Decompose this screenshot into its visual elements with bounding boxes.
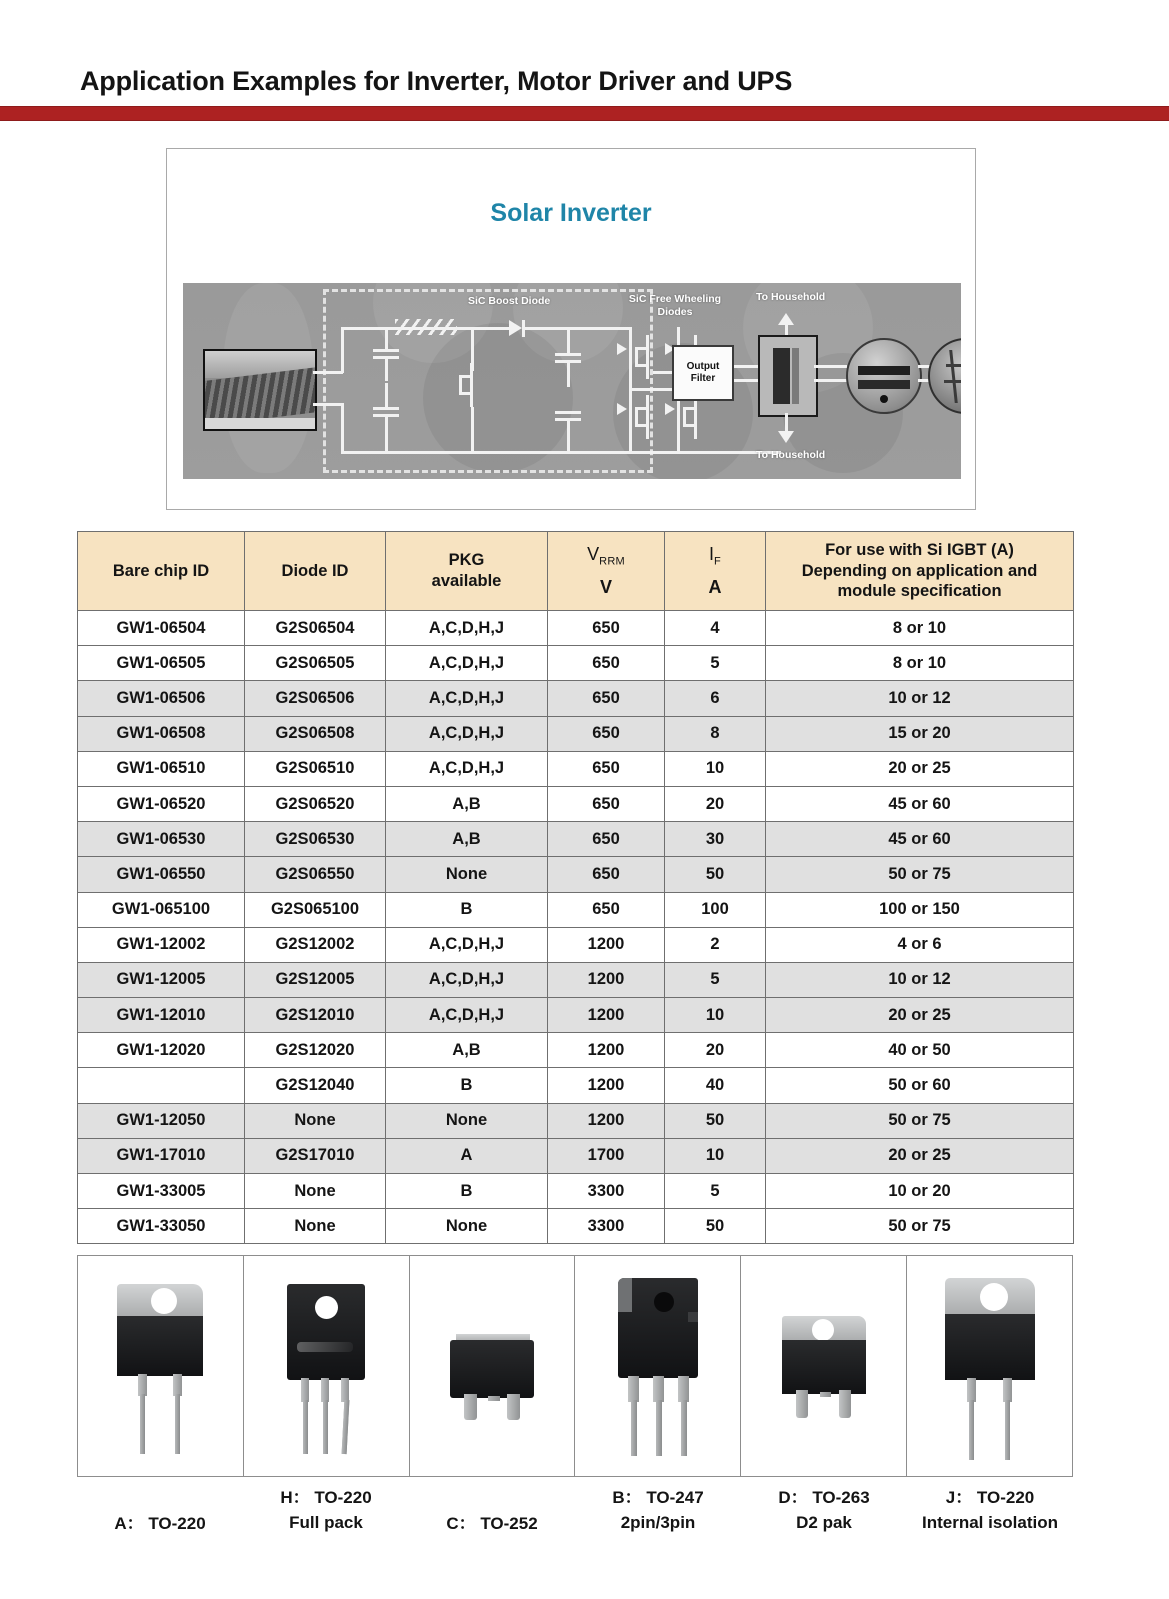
cell-igbt: 4 or 6	[766, 927, 1074, 962]
cell-diode-id: G2S12040	[245, 1068, 386, 1103]
table-row	[78, 646, 1074, 681]
cell-diode-id: G2S06508	[245, 716, 386, 751]
output-filter-line1: Output	[686, 361, 720, 372]
table-row	[78, 1033, 1074, 1068]
cell-igbt: 10 or 12	[766, 962, 1074, 997]
cell-diode-id: G2S06504	[245, 611, 386, 646]
package-caption-row	[77, 1482, 1073, 1552]
table-row	[78, 892, 1074, 927]
cell-pkg: A,C,D,H,J	[386, 751, 548, 786]
cell-if: 5	[665, 646, 766, 681]
cell-vrrm: 3300	[548, 1209, 665, 1244]
cell-igbt: 100 or 150	[766, 892, 1074, 927]
wire	[525, 327, 567, 330]
cell-pkg: A,C,D,H,J	[386, 716, 548, 751]
cell-igbt: 45 or 60	[766, 822, 1074, 857]
package-caption	[409, 1482, 575, 1552]
inductor-symbol	[395, 319, 457, 335]
breaker-photo	[758, 335, 818, 417]
wire	[567, 361, 570, 387]
cell-pkg: A,C,D,H,J	[386, 998, 548, 1033]
vrrm-subscript: RRM	[599, 555, 625, 568]
wire	[785, 323, 788, 335]
cell-bare-chip-id: GW1-33005	[78, 1174, 245, 1209]
cell-pkg: A,B	[386, 786, 548, 821]
cell-diode-id: G2S12020	[245, 1033, 386, 1068]
package-caption	[907, 1482, 1073, 1552]
cell-igbt: 15 or 20	[766, 716, 1074, 751]
cell-vrrm: 1200	[548, 927, 665, 962]
cell-if: 5	[665, 962, 766, 997]
wire	[341, 403, 344, 453]
cell-igbt: 50 or 75	[766, 1103, 1074, 1138]
cell-pkg: None	[386, 857, 548, 892]
fwd-label-line2: Diodes	[657, 306, 693, 319]
cell-pkg: B	[386, 892, 548, 927]
page-title: Application Examples for Inverter, Motor Driver and UPS	[80, 66, 793, 96]
cell-diode-id: G2S06505	[245, 646, 386, 681]
package-caption-line1: J： TO-220	[945, 1488, 1035, 1507]
cell-vrrm: 1700	[548, 1138, 665, 1173]
cell-if: 8	[665, 716, 766, 751]
cell-igbt: 45 or 60	[766, 786, 1074, 821]
wire	[385, 383, 388, 408]
cell-diode-id: G2S12002	[245, 927, 386, 962]
cell-bare-chip-id: GW1-06520	[78, 786, 245, 821]
package-caption	[77, 1482, 243, 1552]
package-caption-line1: D： TO-263	[778, 1488, 870, 1507]
wire	[341, 451, 781, 454]
cell-if: 2	[665, 927, 766, 962]
cell-bare-chip-id: GW1-06550	[78, 857, 245, 892]
title-accent-rule	[0, 106, 1169, 121]
column-header-bare-chip-id: Bare chip ID	[78, 532, 245, 611]
cell-diode-id: G2S12005	[245, 962, 386, 997]
wire	[785, 413, 788, 431]
cell-diode-id: G2S06510	[245, 751, 386, 786]
solar-inverter-diagram	[183, 283, 961, 479]
package-photo-to-263	[741, 1256, 907, 1476]
table-row	[78, 1209, 1074, 1244]
if-subscript: F	[714, 555, 721, 568]
to-household-top-label: To Household	[756, 291, 826, 303]
power-tower-photo	[928, 338, 961, 414]
package-photo-to-220-full-pack	[244, 1256, 410, 1476]
figure-caption: Solar Inverter	[490, 199, 652, 227]
cell-bare-chip-id: GW1-12002	[78, 927, 245, 962]
diode-symbol	[617, 403, 627, 415]
vrrm-unit: V	[599, 577, 612, 598]
wire	[385, 357, 388, 381]
cell-pkg: A	[386, 1138, 548, 1173]
cell-if: 5	[665, 1174, 766, 1209]
wire	[471, 407, 474, 452]
wire	[341, 327, 344, 373]
pkg-header-line1: PKG	[448, 551, 485, 570]
cell-if: 10	[665, 1138, 766, 1173]
package-caption-line2: Full pack	[289, 1512, 363, 1532]
table-row	[78, 927, 1074, 962]
output-filter-block	[672, 345, 734, 401]
cell-pkg: A,C,D,H,J	[386, 962, 548, 997]
cell-bare-chip-id: GW1-06505	[78, 646, 245, 681]
cell-diode-id: G2S06506	[245, 681, 386, 716]
igbt-header-line1: For use with Si IGBT (A)	[825, 541, 1014, 560]
column-header-vrrm	[548, 532, 665, 611]
cell-vrrm: 1200	[548, 1068, 665, 1103]
cell-bare-chip-id	[78, 1068, 245, 1103]
table-row	[78, 1174, 1074, 1209]
if-symbol: I	[709, 544, 715, 565]
package-photo-to-247	[575, 1256, 741, 1476]
cell-igbt: 20 or 25	[766, 751, 1074, 786]
cell-igbt: 50 or 60	[766, 1068, 1074, 1103]
table-row	[78, 786, 1074, 821]
cell-if: 6	[665, 681, 766, 716]
cell-bare-chip-id: GW1-06510	[78, 751, 245, 786]
table-row	[78, 751, 1074, 786]
cell-diode-id: G2S12010	[245, 998, 386, 1033]
table-row	[78, 822, 1074, 857]
cell-bare-chip-id: GW1-12050	[78, 1103, 245, 1138]
cell-diode-id: G2S06550	[245, 857, 386, 892]
cell-igbt: 50 or 75	[766, 1209, 1074, 1244]
package-caption-line2: 2pin/3pin	[620, 1512, 696, 1532]
wire	[313, 371, 343, 374]
cell-vrrm: 1200	[548, 962, 665, 997]
diode-symbol	[509, 320, 522, 336]
table-row	[78, 1068, 1074, 1103]
cell-diode-id: G2S06530	[245, 822, 386, 857]
cell-pkg: A,C,D,H,J	[386, 681, 548, 716]
cell-igbt: 10 or 20	[766, 1174, 1074, 1209]
column-header-diode-id: Diode ID	[245, 532, 386, 611]
output-filter-line2: Filter	[690, 373, 716, 384]
column-header-if	[665, 532, 766, 611]
table-header-row	[78, 532, 1074, 611]
cell-pkg: A,C,D,H,J	[386, 611, 548, 646]
wire	[385, 415, 388, 452]
package-photo-to-252	[410, 1256, 576, 1476]
package-photo-gallery	[77, 1255, 1073, 1477]
table-row	[78, 681, 1074, 716]
package-caption-line2: Internal isolation	[921, 1512, 1059, 1532]
cell-vrrm: 650	[548, 751, 665, 786]
solar-panel-photo	[203, 349, 317, 431]
table-row	[78, 1103, 1074, 1138]
cell-diode-id: None	[245, 1209, 386, 1244]
cell-vrrm: 650	[548, 646, 665, 681]
package-caption-line1: C： TO-252	[446, 1513, 538, 1533]
cell-bare-chip-id: GW1-06508	[78, 716, 245, 751]
cell-if: 100	[665, 892, 766, 927]
boost-diode-label: SiC Boost Diode	[468, 295, 551, 307]
cell-bare-chip-id: GW1-17010	[78, 1138, 245, 1173]
cell-if: 50	[665, 1103, 766, 1138]
cell-pkg: A,B	[386, 1033, 548, 1068]
cell-vrrm: 3300	[548, 1174, 665, 1209]
cell-bare-chip-id: GW1-12020	[78, 1033, 245, 1068]
cell-vrrm: 650	[548, 786, 665, 821]
wire	[814, 379, 847, 382]
diode-symbol	[617, 343, 627, 355]
product-spec-table	[77, 531, 1074, 1244]
wire	[567, 327, 570, 355]
package-photo-to-220-isolated	[907, 1256, 1072, 1476]
cell-if: 50	[665, 1209, 766, 1244]
igbt-header-line3: module specification	[837, 582, 1002, 601]
cell-bare-chip-id: GW1-12010	[78, 998, 245, 1033]
cell-bare-chip-id: GW1-12005	[78, 962, 245, 997]
cell-vrrm: 650	[548, 716, 665, 751]
cell-if: 4	[665, 611, 766, 646]
arrow-down-icon	[778, 431, 794, 443]
cell-pkg: B	[386, 1174, 548, 1209]
package-caption	[741, 1482, 907, 1552]
package-caption-line1: A： TO-220	[114, 1513, 206, 1533]
cell-pkg: A,C,D,H,J	[386, 927, 548, 962]
solar-inverter-figure	[166, 148, 976, 510]
wire	[567, 327, 629, 330]
vrrm-symbol: V	[587, 544, 600, 565]
cell-pkg: A,C,D,H,J	[386, 646, 548, 681]
table-row	[78, 962, 1074, 997]
cell-diode-id: G2S06520	[245, 786, 386, 821]
table-row	[78, 716, 1074, 751]
package-caption	[575, 1482, 741, 1552]
cell-pkg: A,B	[386, 822, 548, 857]
cell-igbt: 40 or 50	[766, 1033, 1074, 1068]
cell-bare-chip-id: GW1-33050	[78, 1209, 245, 1244]
to-household-bottom-label: To Household	[756, 449, 826, 461]
package-photo-to-220	[78, 1256, 244, 1476]
cell-pkg: B	[386, 1068, 548, 1103]
if-unit: A	[708, 577, 722, 598]
cell-if: 20	[665, 786, 766, 821]
wire	[385, 327, 388, 351]
electric-meter-photo	[846, 338, 922, 414]
cell-if: 30	[665, 822, 766, 857]
cell-igbt: 8 or 10	[766, 646, 1074, 681]
table-row	[78, 857, 1074, 892]
cell-igbt: 10 or 12	[766, 681, 1074, 716]
cell-diode-id: None	[245, 1174, 386, 1209]
cell-igbt: 8 or 10	[766, 611, 1074, 646]
cell-bare-chip-id: GW1-06506	[78, 681, 245, 716]
cell-diode-id: None	[245, 1103, 386, 1138]
cell-vrrm: 1200	[548, 998, 665, 1033]
cell-bare-chip-id: GW1-06504	[78, 611, 245, 646]
cell-if: 10	[665, 751, 766, 786]
wire	[313, 403, 343, 406]
column-header-si-igbt	[766, 532, 1074, 611]
cell-if: 50	[665, 857, 766, 892]
wire	[734, 365, 760, 368]
wire	[471, 327, 509, 330]
package-caption-line1: H： TO-220	[280, 1488, 372, 1507]
free-wheeling-diodes-label	[615, 293, 735, 319]
cell-if: 40	[665, 1068, 766, 1103]
wire	[814, 365, 847, 368]
cell-igbt: 20 or 25	[766, 1138, 1074, 1173]
cell-bare-chip-id: GW1-065100	[78, 892, 245, 927]
cell-vrrm: 650	[548, 611, 665, 646]
wire	[734, 379, 760, 382]
package-caption-line2: D2 pak	[796, 1512, 852, 1532]
cell-pkg: None	[386, 1103, 548, 1138]
cell-vrrm: 650	[548, 681, 665, 716]
wire	[567, 419, 570, 452]
pkg-header-line2: available	[431, 572, 502, 590]
package-caption	[243, 1482, 409, 1552]
cell-if: 10	[665, 998, 766, 1033]
igbt-header-line2: Depending on application and	[801, 561, 1038, 580]
cell-vrrm: 1200	[548, 1103, 665, 1138]
cell-vrrm: 650	[548, 822, 665, 857]
column-header-pkg-available	[386, 532, 548, 611]
cell-igbt: 20 or 25	[766, 998, 1074, 1033]
diode-symbol	[665, 403, 675, 415]
inverter-boundary	[323, 289, 653, 473]
cell-vrrm: 650	[548, 857, 665, 892]
cell-vrrm: 650	[548, 892, 665, 927]
cell-if: 20	[665, 1033, 766, 1068]
cell-bare-chip-id: GW1-06530	[78, 822, 245, 857]
fwd-label-line1: SiC Free Wheeling	[628, 293, 722, 305]
cell-pkg: None	[386, 1209, 548, 1244]
table-body	[78, 611, 1074, 1244]
table-row	[78, 998, 1074, 1033]
cell-diode-id: G2S17010	[245, 1138, 386, 1173]
cell-igbt: 50 or 75	[766, 857, 1074, 892]
cell-diode-id: G2S065100	[245, 892, 386, 927]
package-caption-line1: B： TO-247	[612, 1488, 704, 1507]
table-row	[78, 1138, 1074, 1173]
cell-vrrm: 1200	[548, 1033, 665, 1068]
table-row	[78, 611, 1074, 646]
